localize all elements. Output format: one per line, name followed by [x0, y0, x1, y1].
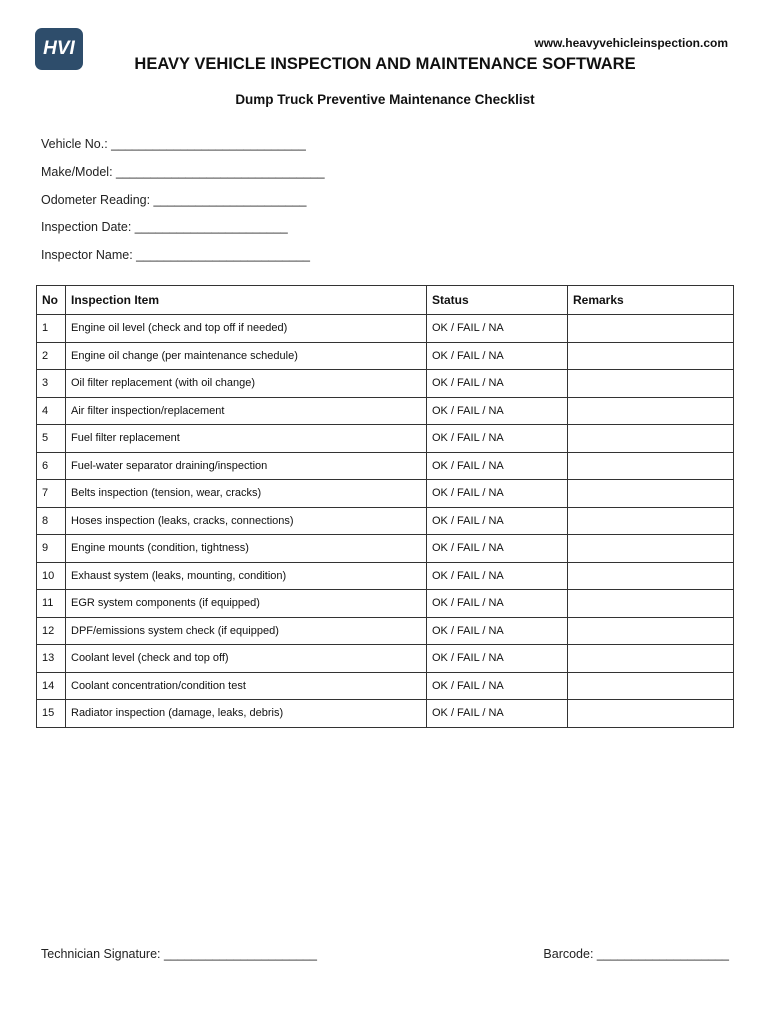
status-cell[interactable]: OK / FAIL / NA: [427, 535, 568, 563]
status-cell[interactable]: OK / FAIL / NA: [427, 672, 568, 700]
remarks-cell[interactable]: [568, 535, 734, 563]
header-remarks: Remarks: [568, 286, 734, 315]
table-row: [37, 617, 734, 645]
header-no: No: [37, 286, 66, 315]
inspection-item-cell: Oil filter replacement (with oil change): [66, 370, 427, 398]
table-row: [37, 480, 734, 508]
status-cell[interactable]: OK / FAIL / NA: [427, 617, 568, 645]
table-body: [37, 315, 734, 728]
status-cell[interactable]: OK / FAIL / NA: [427, 452, 568, 480]
table-row: [37, 507, 734, 535]
inspection-item-cell: Engine mounts (condition, tightness): [66, 535, 427, 563]
inspection-item-cell: Hoses inspection (leaks, cracks, connections): [66, 507, 427, 535]
remarks-cell[interactable]: [568, 645, 734, 673]
table-row: [37, 315, 734, 343]
status-cell[interactable]: OK / FAIL / NA: [427, 507, 568, 535]
status-cell[interactable]: OK / FAIL / NA: [427, 562, 568, 590]
status-cell[interactable]: OK / FAIL / NA: [427, 315, 568, 343]
inspection-item-cell: Fuel filter replacement: [66, 425, 427, 453]
inspection-item-cell: Engine oil change (per maintenance schedule): [66, 342, 427, 370]
remarks-cell[interactable]: [568, 452, 734, 480]
inspection-item-cell: Fuel-water separator draining/inspection: [66, 452, 427, 480]
row-number: 11: [37, 590, 66, 618]
row-number: 4: [37, 397, 66, 425]
table-header-row: [37, 286, 734, 315]
inspection-item-cell: Coolant level (check and top off): [66, 645, 427, 673]
logo-text: HVI: [43, 38, 75, 59]
inspection-item-cell: DPF/emissions system check (if equipped): [66, 617, 427, 645]
table-row: [37, 645, 734, 673]
table-row: [37, 370, 734, 398]
make-model-field[interactable]: Make/Model: ______________________________: [41, 165, 325, 179]
row-number: 2: [37, 342, 66, 370]
table-row: [37, 672, 734, 700]
row-number: 1: [37, 315, 66, 343]
row-number: 14: [37, 672, 66, 700]
inspection-item-cell: Air filter inspection/replacement: [66, 397, 427, 425]
remarks-cell[interactable]: [568, 617, 734, 645]
remarks-cell[interactable]: [568, 342, 734, 370]
remarks-cell[interactable]: [568, 480, 734, 508]
remarks-cell[interactable]: [568, 425, 734, 453]
inspection-item-cell: Belts inspection (tension, wear, cracks): [66, 480, 427, 508]
header-inspection-item: Inspection Item: [66, 286, 427, 315]
inspector-name-field[interactable]: Inspector Name: _________________________: [41, 248, 310, 262]
remarks-cell[interactable]: [568, 700, 734, 728]
row-number: 9: [37, 535, 66, 563]
row-number: 7: [37, 480, 66, 508]
table-row: [37, 452, 734, 480]
row-number: 8: [37, 507, 66, 535]
status-cell[interactable]: OK / FAIL / NA: [427, 645, 568, 673]
inspection-item-cell: Radiator inspection (damage, leaks, debris): [66, 700, 427, 728]
inspection-item-cell: Coolant concentration/condition test: [66, 672, 427, 700]
status-cell[interactable]: OK / FAIL / NA: [427, 397, 568, 425]
row-number: 15: [37, 700, 66, 728]
table-row: [37, 342, 734, 370]
header-status: Status: [427, 286, 568, 315]
row-number: 13: [37, 645, 66, 673]
inspection-item-cell: EGR system components (if equipped): [66, 590, 427, 618]
odometer-field[interactable]: Odometer Reading: ______________________: [41, 193, 307, 207]
row-number: 12: [37, 617, 66, 645]
inspection-item-cell: Engine oil level (check and top off if needed): [66, 315, 427, 343]
table-row: [37, 700, 734, 728]
barcode-field: Barcode: ___________________: [543, 947, 729, 961]
table-row: [37, 425, 734, 453]
vehicle-no-field[interactable]: Vehicle No.: ____________________________: [41, 137, 306, 151]
status-cell[interactable]: OK / FAIL / NA: [427, 480, 568, 508]
inspection-item-cell: Exhaust system (leaks, mounting, condition): [66, 562, 427, 590]
remarks-cell[interactable]: [568, 672, 734, 700]
row-number: 10: [37, 562, 66, 590]
inspection-date-field[interactable]: Inspection Date: ______________________: [41, 220, 288, 234]
technician-signature-field[interactable]: Technician Signature: ______________________: [41, 947, 317, 961]
status-cell[interactable]: OK / FAIL / NA: [427, 370, 568, 398]
table-row: [37, 535, 734, 563]
table-row: [37, 562, 734, 590]
table-row: [37, 590, 734, 618]
status-cell[interactable]: OK / FAIL / NA: [427, 590, 568, 618]
website-url: www.heavyvehicleinspection.com: [534, 36, 728, 50]
checklist-subtitle: Dump Truck Preventive Maintenance Checklist: [235, 92, 535, 107]
remarks-cell[interactable]: [568, 370, 734, 398]
status-cell[interactable]: OK / FAIL / NA: [427, 342, 568, 370]
page-title: HEAVY VEHICLE INSPECTION AND MAINTENANCE SOFTWARE: [134, 55, 636, 73]
status-cell[interactable]: OK / FAIL / NA: [427, 700, 568, 728]
remarks-cell[interactable]: [568, 590, 734, 618]
remarks-cell[interactable]: [568, 562, 734, 590]
status-cell[interactable]: OK / FAIL / NA: [427, 425, 568, 453]
inspection-table: [36, 285, 734, 728]
remarks-cell[interactable]: [568, 397, 734, 425]
remarks-cell[interactable]: [568, 315, 734, 343]
remarks-cell[interactable]: [568, 507, 734, 535]
row-number: 5: [37, 425, 66, 453]
row-number: 6: [37, 452, 66, 480]
table-row: [37, 397, 734, 425]
row-number: 3: [37, 370, 66, 398]
